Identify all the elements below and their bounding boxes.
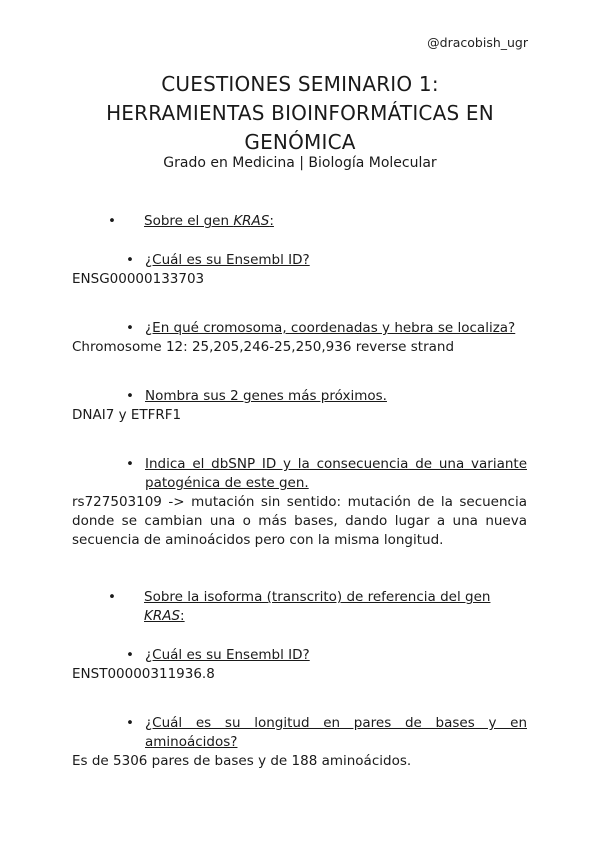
question-item [72, 319, 527, 338]
question-text: ¿En qué cromosoma, coordenadas y hebra se localiza? [145, 320, 516, 336]
title-line-1: CUESTIONES SEMINARIO 1: [161, 72, 439, 96]
bullet-icon: • [126, 388, 134, 404]
answer-text: Chromosome 12: 25,205,246-25,250,936 reverse strand [72, 339, 455, 355]
bullet-icon: • [126, 320, 134, 336]
question-text: Nombra sus 2 genes más próximos. [145, 388, 387, 404]
answer-text: Es de 5306 pares de bases y de 188 aminoácidos. [72, 753, 412, 769]
question-text: ¿Cuál es su Ensembl ID? [145, 647, 310, 663]
author-handle: @dracobish_ugr [427, 35, 528, 50]
answer-text: ENSG00000133703 [72, 271, 205, 287]
answer-text: rs727503109 -> mutación sin sentido: mutación de la secuencia donde se cambian una o más bases, dando lugar a una nueva secuencia de aminoácidos pero con la misma longitud. [72, 494, 527, 548]
question-text: ¿Cuál es su longitud en pares de bases y en aminoácidos? [145, 715, 527, 750]
bullet-icon: • [126, 647, 134, 663]
bullet-icon: • [126, 252, 134, 268]
question-item [72, 646, 527, 665]
question-text: Indica el dbSNP ID y la consecuencia de una variante patogénica de este gen. [145, 456, 527, 491]
question-item [72, 714, 527, 752]
page-title [60, 70, 540, 157]
bullet-icon: • [108, 589, 116, 605]
question-text: ¿Cuál es su Ensembl ID? [145, 252, 310, 268]
answer-text: DNAI7 y ETFRF1 [72, 407, 182, 423]
section-heading-text: Sobre el gen KRAS: [144, 213, 274, 229]
title-line-2: HERRAMIENTAS BIOINFORMÁTICAS EN [106, 101, 494, 125]
bullet-icon: • [108, 213, 116, 229]
section-heading-text: Sobre la isoforma (transcrito) de referencia del gen KRAS: [144, 589, 491, 624]
page-subtitle: Grado en Medicina | Biología Molecular [163, 155, 437, 171]
section-heading-kras-gene [72, 212, 527, 231]
section-heading-kras-isoform [72, 588, 527, 626]
document-body [72, 212, 527, 771]
answer-text: ENST00000311936.8 [72, 666, 215, 682]
bullet-icon: • [126, 456, 134, 472]
bullet-icon: • [126, 715, 134, 731]
question-item [72, 455, 527, 493]
title-line-3: GENÓMICA [244, 130, 356, 154]
question-item [72, 251, 527, 270]
question-item [72, 387, 527, 406]
